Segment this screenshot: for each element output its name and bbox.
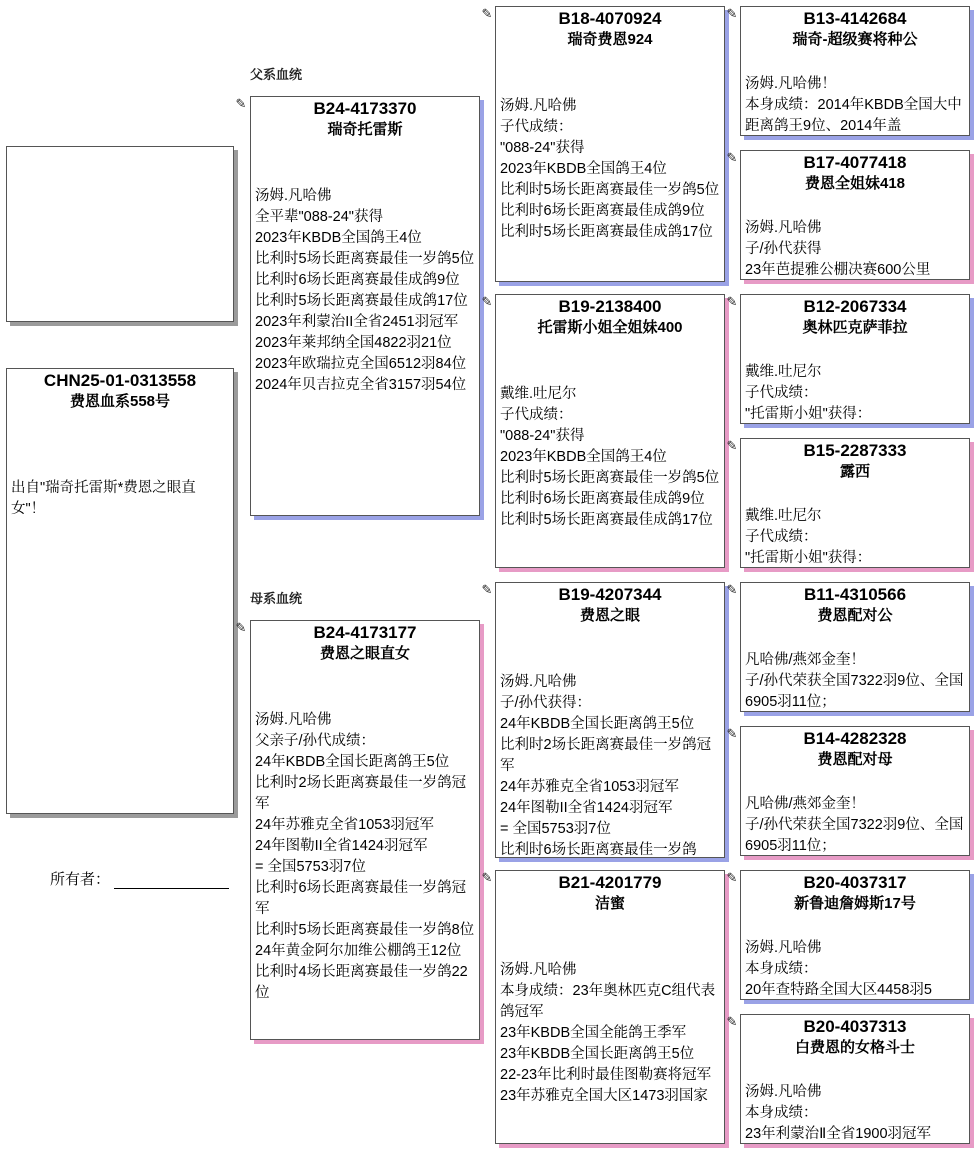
dds-ring: B20-4037317 [803, 873, 907, 892]
sds-name: 奥林匹克萨菲拉 [802, 319, 908, 336]
dam-card[interactable] [250, 620, 480, 1040]
ddd-card[interactable] [740, 1014, 970, 1144]
dss-name: 费恩配对公 [817, 607, 893, 624]
owner-field[interactable] [50, 868, 229, 889]
sire-card[interactable] [250, 96, 480, 516]
dam-notes: 汤姆.凡哈佛 父亲子/孙代成绩： 24年KBDB全国长距离鸽王5位 比利时2场长距离赛最佳一岁鸽冠军 24年苏雅克全省1053羽冠军 24年图勒II全省1424羽冠军 = 全国5753羽7位 比利时6场长距离赛最佳一岁鸽冠军 比利时5场长距离赛最佳一岁鸽8位 24年黄金阿尔加维公棚鸽王12位 比利时4场长距离赛最佳一岁鸽22位 [255, 712, 475, 1001]
sire-ring: B24-4173370 [313, 99, 417, 118]
sire-dam-name: 托雷斯小姐全姐妹400 [537, 319, 683, 336]
subject-card[interactable] [6, 368, 234, 814]
dds-card[interactable] [740, 870, 970, 1000]
dam-sire-notes: 汤姆.凡哈佛 子/孙代获得： 24年KBDB全国长距离鸽王5位 比利时2场长距离赛最佳一岁鸽冠军 24年苏雅克全省1053羽冠军 24年图勒II全省1424羽冠军 = 全国5753羽7位 比利时6场长距离赛最佳一岁鸽 [500, 674, 712, 858]
pencil-icon[interactable]: ✎ [481, 582, 493, 597]
dss-ring: B11-4310566 [803, 585, 907, 604]
subject-notes: 出自"瑞奇托雷斯*费恩之眼直女"！ [11, 480, 196, 517]
pencil-icon[interactable]: ✎ [726, 438, 738, 453]
sss-ring: B13-4142684 [803, 9, 907, 28]
sds-card[interactable] [740, 294, 970, 424]
subject-ring: CHN25-01-0313558 [43, 371, 197, 390]
dss-card[interactable] [740, 582, 970, 712]
photo-frame[interactable] [6, 146, 234, 322]
owner-label: 所有者： [50, 871, 111, 888]
pencil-icon[interactable]: ✎ [726, 6, 738, 21]
pencil-icon[interactable]: ✎ [481, 870, 493, 885]
dss-notes: 凡哈佛/燕郊金奎！ 子/孙代荣获全国7322羽9位、全国6905羽11位； [745, 652, 964, 710]
paternal-label: 父系血统 [250, 67, 303, 82]
pencil-icon[interactable]: ✎ [726, 870, 738, 885]
ssd-name: 费恩全姐妹418 [804, 175, 906, 192]
sire-sire-card[interactable] [495, 6, 725, 282]
dds-name: 新鲁迪詹姆斯17号 [794, 895, 916, 912]
sdd-name: 露西 [839, 463, 870, 480]
sss-notes: 汤姆.凡哈佛！ 本身成绩：2014年KBDB全国大中距离鸽王9位、2014年盖 [745, 76, 962, 134]
owner-line [114, 874, 229, 889]
ssd-ring: B17-4077418 [803, 153, 907, 172]
pencil-icon[interactable]: ✎ [726, 1014, 738, 1029]
pencil-icon[interactable]: ✎ [726, 294, 738, 309]
sds-ring: B12-2067334 [803, 297, 907, 316]
pencil-icon[interactable]: ✎ [726, 726, 738, 741]
sire-dam-ring: B19-2138400 [558, 297, 662, 316]
dam-dam-ring: B21-4201779 [558, 873, 662, 892]
sdd-card[interactable] [740, 438, 970, 568]
sire-sire-notes: 汤姆.凡哈佛 子代成绩： "088-24"获得 2023年KBDB全国鸽王4位 比利时5场长距离赛最佳一岁鸽5位 比利时6场长距离赛最佳成鸽9位 比利时5场长距离赛最佳成鸽17位 [500, 98, 720, 240]
sds-notes: 戴维.吐尼尔 子代成绩： "托雷斯小姐"获得： [745, 364, 872, 422]
sss-card[interactable] [740, 6, 970, 136]
dam-sire-ring: B19-4207344 [558, 585, 662, 604]
dam-dam-name: 洁蜜 [594, 895, 625, 912]
ddd-ring: B20-4037313 [803, 1017, 907, 1036]
sire-notes: 汤姆.凡哈佛 全平辈"088-24"获得 2023年KBDB全国鸽王4位 比利时5场长距离赛最佳一岁鸽5位 比利时6场长距离赛最佳成鸽9位 比利时5场长距离赛最佳成鸽17位 2023年利蒙治II全省2451羽冠军 2023年莱邦纳全国4822羽21位 2023年欧瑞拉克全国6512羽84位 2024年贝吉拉克全省3157羽54位 [255, 188, 475, 393]
pencil-icon[interactable]: ✎ [726, 150, 738, 165]
maternal-label: 母系血统 [250, 591, 303, 606]
sdd-notes: 戴维.吐尼尔 子代成绩： "托雷斯小姐"获得： [745, 508, 872, 566]
subject-name: 费恩血系558号 [69, 393, 171, 410]
pencil-icon[interactable]: ✎ [481, 294, 493, 309]
dam-sire-name: 费恩之眼 [579, 607, 640, 624]
pencil-icon[interactable]: ✎ [481, 6, 493, 21]
dam-dam-card[interactable] [495, 870, 725, 1144]
sdd-ring: B15-2287333 [803, 441, 907, 460]
ddd-name: 白费恩的女格斗士 [794, 1039, 915, 1056]
pencil-icon[interactable]: ✎ [235, 620, 247, 635]
ddd-notes: 汤姆.凡哈佛 本身成绩： 23年利蒙治Ⅱ全省1900羽冠军 [745, 1084, 932, 1142]
sire-sire-ring: B18-4070924 [558, 9, 662, 28]
dsd-ring: B14-4282328 [803, 729, 907, 748]
dsd-name: 费恩配对母 [817, 751, 893, 768]
pencil-icon[interactable]: ✎ [726, 582, 738, 597]
sire-dam-card[interactable] [495, 294, 725, 568]
dam-sire-card[interactable] [495, 582, 725, 858]
dam-name: 费恩之眼直女 [319, 645, 410, 662]
dsd-notes: 凡哈佛/燕郊金奎！ 子/孙代荣获全国7322羽9位、全国6905羽11位； [745, 796, 964, 854]
dam-dam-notes: 汤姆.凡哈佛 本身成绩：23年奥林匹克C组代表鸽冠军 23年KBDB全国全能鸽王季军 23年KBDB全国长距离鸽王5位 22-23年比利时最佳图勒赛将冠军 23年苏雅克全国大区1473羽国家 [500, 962, 716, 1104]
ssd-card[interactable] [740, 150, 970, 280]
sire-dam-notes: 戴维.吐尼尔 子代成绩： "088-24"获得 2023年KBDB全国鸽王4位 比利时5场长距离赛最佳一岁鸽5位 比利时6场长距离赛最佳成鸽9位 比利时5场长距离赛最佳成鸽17位 [500, 386, 720, 528]
sss-name: 瑞奇-超级赛将种公 [792, 31, 918, 48]
ssd-notes: 汤姆.凡哈佛 子/孙代获得 23年芭提雅公棚决赛600公里 [745, 220, 931, 278]
pencil-icon[interactable]: ✎ [235, 96, 247, 111]
dds-notes: 汤姆.凡哈佛 本身成绩： 20年查特路全国大区4458羽5 [745, 940, 932, 998]
dsd-card[interactable] [740, 726, 970, 856]
sire-sire-name: 瑞奇费恩924 [567, 31, 653, 48]
dam-ring: B24-4173177 [313, 623, 417, 642]
sire-name: 瑞奇托雷斯 [327, 121, 403, 138]
